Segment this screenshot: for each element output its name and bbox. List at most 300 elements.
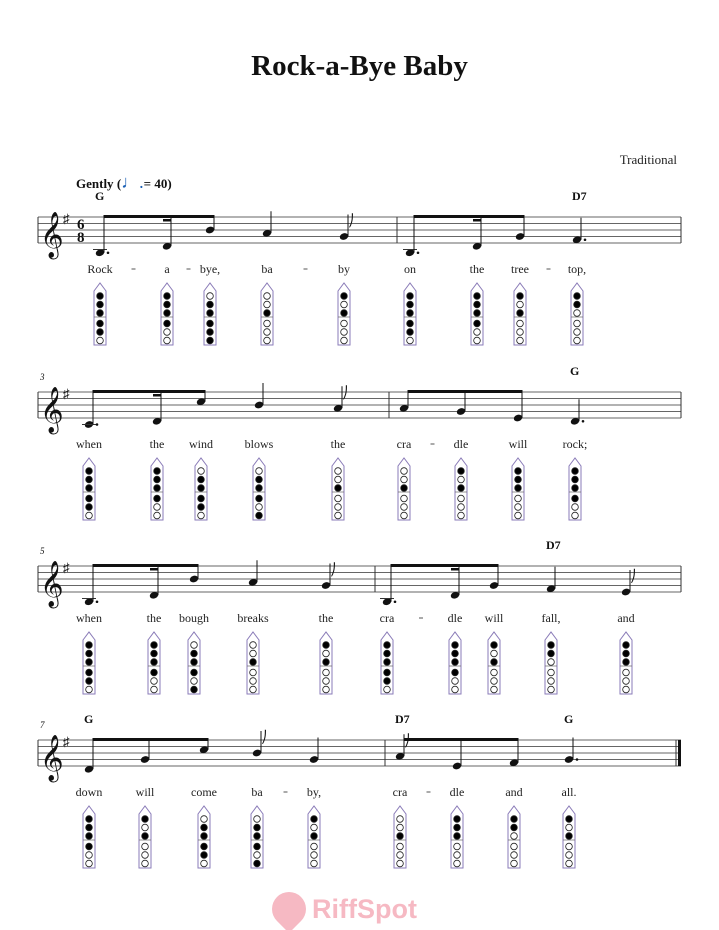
treble-clef-icon: 𝄞 [40, 212, 64, 258]
closed-hole-icon [97, 293, 104, 300]
sharp-key-signature-icon: ♯ [63, 734, 70, 749]
open-hole-icon [407, 337, 414, 344]
dot [107, 251, 110, 254]
dotted-quarter-note-icon: ♩. [121, 172, 144, 192]
flag-icon: ⎠ [630, 569, 636, 583]
treble-clef-icon: 𝄞 [40, 735, 64, 781]
flag-icon: ⎠ [261, 730, 267, 744]
closed-hole-icon [623, 642, 630, 649]
open-hole-icon [397, 816, 404, 823]
staff-system [0, 524, 719, 699]
closed-hole-icon [201, 824, 208, 831]
dot [417, 251, 420, 254]
open-hole-icon [517, 301, 524, 308]
open-hole-icon [341, 337, 348, 344]
lyric-syllable: ba [261, 262, 273, 276]
closed-hole-icon [256, 485, 263, 492]
open-hole-icon [198, 512, 205, 519]
tin-whistle-fingering-diagram [451, 806, 463, 868]
open-hole-icon [574, 337, 581, 344]
closed-hole-icon [474, 293, 481, 300]
lyric-syllable: cra [392, 785, 408, 799]
tin-whistle-fingering-diagram [404, 283, 416, 345]
open-hole-icon [250, 669, 257, 676]
lyric-syllable: and [505, 785, 523, 799]
song-title: Rock-a-Bye Baby [251, 50, 468, 82]
open-hole-icon [474, 329, 481, 336]
lyric-syllable: will [508, 437, 528, 451]
closed-hole-icon [515, 468, 522, 475]
lyric-syllable: when [76, 437, 102, 451]
lyric-syllable: tree [511, 262, 529, 276]
closed-hole-icon [201, 852, 208, 859]
closed-hole-icon [151, 650, 158, 657]
lyric-syllable: cra [379, 611, 395, 625]
lyric-syllable: a [164, 262, 170, 276]
guitar-pick-icon [265, 885, 313, 930]
open-hole-icon [335, 495, 342, 502]
lyric-syllable: the [146, 611, 162, 625]
closed-hole-icon [207, 337, 214, 344]
chord-symbol: D7 [395, 712, 410, 726]
closed-hole-icon [572, 468, 579, 475]
tin-whistle-fingering-diagram [148, 632, 160, 694]
open-hole-icon [397, 824, 404, 831]
open-hole-icon [511, 860, 518, 867]
open-hole-icon [323, 678, 330, 685]
open-hole-icon [250, 686, 257, 693]
open-hole-icon [623, 678, 630, 685]
tin-whistle-fingering-diagram [188, 632, 200, 694]
sixteenth-beam [150, 568, 158, 571]
note-beam [408, 390, 522, 393]
tin-whistle-fingering-diagram [251, 806, 263, 868]
closed-hole-icon [86, 824, 93, 831]
closed-hole-icon [207, 310, 214, 317]
open-hole-icon [335, 476, 342, 483]
tin-whistle-fingering-diagram [514, 283, 526, 345]
tin-whistle-fingering-diagram [508, 806, 520, 868]
treble-clef-icon: 𝄞 [40, 387, 64, 433]
open-hole-icon [201, 860, 208, 867]
open-hole-icon [511, 833, 518, 840]
open-hole-icon [311, 860, 318, 867]
measure-number: 5 [40, 546, 45, 556]
open-hole-icon [574, 320, 581, 327]
closed-hole-icon [623, 650, 630, 657]
open-hole-icon [454, 843, 461, 850]
open-hole-icon [86, 860, 93, 867]
open-hole-icon [264, 329, 271, 336]
closed-hole-icon [86, 504, 93, 511]
tin-whistle-fingering-diagram [151, 458, 163, 520]
closed-hole-icon [254, 824, 261, 831]
open-hole-icon [341, 329, 348, 336]
open-hole-icon [254, 816, 261, 823]
lyric-syllable: the [330, 437, 346, 451]
open-hole-icon [254, 852, 261, 859]
open-hole-icon [256, 468, 263, 475]
closed-hole-icon [517, 293, 524, 300]
open-hole-icon [566, 824, 573, 831]
open-hole-icon [198, 468, 205, 475]
closed-hole-icon [407, 329, 414, 336]
closed-hole-icon [254, 860, 261, 867]
measure-number: 7 [40, 720, 45, 730]
note-beam [404, 738, 518, 741]
open-hole-icon [474, 337, 481, 344]
open-hole-icon [566, 843, 573, 850]
closed-hole-icon [250, 659, 257, 666]
open-hole-icon [191, 678, 198, 685]
closed-hole-icon [97, 301, 104, 308]
lyric-syllable: Rock [87, 262, 113, 276]
open-hole-icon [401, 468, 408, 475]
closed-hole-icon [574, 301, 581, 308]
closed-hole-icon [458, 485, 465, 492]
tin-whistle-fingering-diagram [512, 458, 524, 520]
open-hole-icon [491, 669, 498, 676]
closed-hole-icon [566, 816, 573, 823]
closed-hole-icon [164, 320, 171, 327]
open-hole-icon [491, 650, 498, 657]
lyric-syllable: cra [396, 437, 412, 451]
tin-whistle-fingering-diagram [83, 632, 95, 694]
closed-hole-icon [86, 678, 93, 685]
closed-hole-icon [384, 650, 391, 657]
closed-hole-icon [164, 310, 171, 317]
open-hole-icon [458, 504, 465, 511]
tin-whistle-fingering-diagram [563, 806, 575, 868]
open-hole-icon [548, 686, 555, 693]
open-hole-icon [458, 495, 465, 502]
closed-hole-icon [452, 659, 459, 666]
open-hole-icon [548, 678, 555, 685]
open-hole-icon [566, 852, 573, 859]
open-hole-icon [154, 512, 161, 519]
closed-hole-icon [407, 301, 414, 308]
open-hole-icon [548, 669, 555, 676]
open-hole-icon [151, 686, 158, 693]
lyric-syllable: blows [244, 437, 274, 451]
closed-hole-icon [207, 329, 214, 336]
open-hole-icon [401, 504, 408, 511]
closed-hole-icon [191, 686, 198, 693]
closed-hole-icon [86, 669, 93, 676]
open-hole-icon [572, 504, 579, 511]
lyric-syllable: down [75, 785, 103, 799]
tin-whistle-fingering-diagram [338, 283, 350, 345]
open-hole-icon [164, 337, 171, 344]
open-hole-icon [250, 642, 257, 649]
dot [394, 600, 397, 603]
lyric-syllable: will [135, 785, 155, 799]
open-hole-icon [264, 293, 271, 300]
open-hole-icon [142, 852, 149, 859]
open-hole-icon [623, 669, 630, 676]
open-hole-icon [86, 512, 93, 519]
closed-hole-icon [198, 495, 205, 502]
dot [584, 238, 587, 241]
time-signature-top: 6 [77, 217, 85, 233]
closed-hole-icon [86, 495, 93, 502]
closed-hole-icon [86, 833, 93, 840]
riffspot-logo [272, 892, 417, 926]
flag-icon: ⎠ [330, 562, 336, 577]
closed-hole-icon [323, 642, 330, 649]
open-hole-icon [401, 476, 408, 483]
open-hole-icon [548, 659, 555, 666]
closed-hole-icon [323, 659, 330, 666]
closed-hole-icon [86, 650, 93, 657]
closed-hole-icon [201, 833, 208, 840]
open-hole-icon [207, 293, 214, 300]
open-hole-icon [341, 301, 348, 308]
lyric-syllable: on [404, 262, 416, 276]
chord-symbol: G [570, 364, 580, 378]
dot [582, 420, 585, 423]
open-hole-icon [86, 852, 93, 859]
treble-clef-icon: 𝄞 [40, 561, 64, 607]
note-beam [104, 215, 214, 218]
open-hole-icon [97, 337, 104, 344]
open-hole-icon [401, 495, 408, 502]
sharp-key-signature-icon: ♯ [63, 386, 70, 401]
lyric-syllable: bye, [199, 262, 221, 276]
open-hole-icon [574, 310, 581, 317]
open-hole-icon [397, 852, 404, 859]
logo-text: RiffSpot [312, 893, 417, 924]
closed-hole-icon [151, 669, 158, 676]
closed-hole-icon [384, 659, 391, 666]
time-signature-bottom: 8 [77, 230, 85, 246]
tin-whistle-fingering-diagram [247, 632, 259, 694]
open-hole-icon [323, 686, 330, 693]
closed-hole-icon [384, 678, 391, 685]
final-barline-thick [678, 740, 681, 766]
note-beam [93, 738, 208, 741]
tin-whistle-fingering-diagram [449, 632, 461, 694]
open-hole-icon [517, 337, 524, 344]
tin-whistle-fingering-diagram [83, 806, 95, 868]
tin-whistle-fingering-diagram [455, 458, 467, 520]
closed-hole-icon [86, 659, 93, 666]
flag-icon: ⎠ [342, 385, 348, 400]
open-hole-icon [454, 852, 461, 859]
tempo-marking: Gently (♩.= 40) [76, 172, 172, 192]
open-hole-icon [341, 320, 348, 327]
composer-credit: Traditional [619, 152, 677, 167]
open-hole-icon [264, 337, 271, 344]
closed-hole-icon [335, 485, 342, 492]
open-hole-icon [151, 678, 158, 685]
closed-hole-icon [264, 310, 271, 317]
lyric-syllable: wind [189, 437, 213, 451]
closed-hole-icon [515, 476, 522, 483]
closed-hole-icon [511, 824, 518, 831]
closed-hole-icon [491, 642, 498, 649]
closed-hole-icon [572, 485, 579, 492]
lyric-syllable: will [484, 611, 504, 625]
open-hole-icon [201, 816, 208, 823]
closed-hole-icon [142, 833, 149, 840]
closed-hole-icon [86, 485, 93, 492]
closed-hole-icon [151, 659, 158, 666]
closed-hole-icon [548, 650, 555, 657]
closed-hole-icon [517, 310, 524, 317]
closed-hole-icon [191, 650, 198, 657]
closed-hole-icon [515, 485, 522, 492]
closed-hole-icon [474, 310, 481, 317]
tin-whistle-fingering-diagram [394, 806, 406, 868]
open-hole-icon [623, 686, 630, 693]
open-hole-icon [154, 504, 161, 511]
chord-symbol: G [95, 189, 105, 203]
closed-hole-icon [572, 476, 579, 483]
measure-number: 3 [40, 372, 45, 382]
closed-hole-icon [191, 669, 198, 676]
closed-hole-icon [256, 495, 263, 502]
open-hole-icon [142, 860, 149, 867]
closed-hole-icon [341, 293, 348, 300]
open-hole-icon [142, 824, 149, 831]
closed-hole-icon [311, 816, 318, 823]
closed-hole-icon [86, 816, 93, 823]
closed-hole-icon [384, 642, 391, 649]
tin-whistle-fingering-diagram [83, 458, 95, 520]
open-hole-icon [256, 504, 263, 511]
open-hole-icon [86, 686, 93, 693]
tin-whistle-fingering-diagram [381, 632, 393, 694]
lyric-syllable: bough [179, 611, 209, 625]
open-hole-icon [566, 860, 573, 867]
closed-hole-icon [384, 669, 391, 676]
lyric-syllable: fall, [541, 611, 561, 625]
note-beam [391, 564, 498, 567]
closed-hole-icon [572, 495, 579, 502]
lyric-syllable: by, [306, 785, 322, 799]
open-hole-icon [384, 686, 391, 693]
lyric-syllable: come [191, 785, 217, 799]
note-beam [414, 215, 524, 218]
open-hole-icon [323, 669, 330, 676]
closed-hole-icon [198, 504, 205, 511]
tin-whistle-fingering-diagram [204, 283, 216, 345]
closed-hole-icon [97, 329, 104, 336]
lyric-syllable: when [76, 611, 102, 625]
closed-hole-icon [164, 293, 171, 300]
chord-symbol: G [564, 712, 574, 726]
tin-whistle-fingering-diagram [261, 283, 273, 345]
lyric-syllable: all. [561, 785, 577, 799]
open-hole-icon [311, 824, 318, 831]
dot [96, 423, 99, 426]
open-hole-icon [515, 512, 522, 519]
tin-whistle-fingering-diagram [620, 632, 632, 694]
sixteenth-beam [163, 219, 171, 222]
tin-whistle-fingering-diagram [571, 283, 583, 345]
tin-whistle-fingering-diagram [161, 283, 173, 345]
open-hole-icon [164, 329, 171, 336]
open-hole-icon [491, 678, 498, 685]
closed-hole-icon [191, 659, 198, 666]
open-hole-icon [517, 320, 524, 327]
closed-hole-icon [256, 512, 263, 519]
tin-whistle-fingering-diagram [195, 458, 207, 520]
open-hole-icon [511, 852, 518, 859]
tin-whistle-fingering-diagram [94, 283, 106, 345]
closed-hole-icon [254, 843, 261, 850]
closed-hole-icon [452, 669, 459, 676]
closed-hole-icon [154, 495, 161, 502]
closed-hole-icon [458, 468, 465, 475]
closed-hole-icon [454, 833, 461, 840]
lyric-syllable: dle [447, 611, 463, 625]
closed-hole-icon [623, 659, 630, 666]
staff-system [0, 698, 719, 873]
open-hole-icon [491, 686, 498, 693]
open-hole-icon [401, 512, 408, 519]
closed-hole-icon [86, 642, 93, 649]
open-hole-icon [335, 468, 342, 475]
closed-hole-icon [97, 310, 104, 317]
note-beam [93, 564, 198, 567]
closed-hole-icon [207, 301, 214, 308]
closed-hole-icon [201, 843, 208, 850]
lyric-syllable: dle [449, 785, 465, 799]
staff-system [0, 175, 719, 350]
closed-hole-icon [154, 468, 161, 475]
note-beam [93, 390, 205, 393]
open-hole-icon [264, 320, 271, 327]
closed-hole-icon [407, 293, 414, 300]
closed-hole-icon [454, 824, 461, 831]
sharp-key-signature-icon: ♯ [63, 560, 70, 575]
closed-hole-icon [311, 833, 318, 840]
closed-hole-icon [407, 320, 414, 327]
open-hole-icon [454, 860, 461, 867]
open-hole-icon [515, 495, 522, 502]
closed-hole-icon [491, 659, 498, 666]
closed-hole-icon [198, 476, 205, 483]
lyric-syllable: the [318, 611, 334, 625]
sixteenth-beam [451, 568, 459, 571]
tin-whistle-fingering-diagram [253, 458, 265, 520]
lyric-syllable: the [149, 437, 165, 451]
closed-hole-icon [452, 650, 459, 657]
open-hole-icon [335, 512, 342, 519]
closed-hole-icon [142, 816, 149, 823]
lyric-syllable: ba [251, 785, 263, 799]
lyric-syllable: rock; [562, 437, 588, 451]
tin-whistle-fingering-diagram [320, 632, 332, 694]
lyric-syllable: breaks [237, 611, 269, 625]
closed-hole-icon [97, 320, 104, 327]
closed-hole-icon [86, 476, 93, 483]
closed-hole-icon [407, 310, 414, 317]
open-hole-icon [511, 843, 518, 850]
flag-icon: ⎠ [348, 213, 354, 228]
tin-whistle-fingering-diagram [198, 806, 210, 868]
lyric-syllable: dle [453, 437, 469, 451]
closed-hole-icon [401, 485, 408, 492]
closed-hole-icon [154, 485, 161, 492]
lyric-syllable: by [338, 262, 350, 276]
closed-hole-icon [397, 833, 404, 840]
dot [576, 758, 579, 761]
open-hole-icon [515, 504, 522, 511]
open-hole-icon [397, 843, 404, 850]
